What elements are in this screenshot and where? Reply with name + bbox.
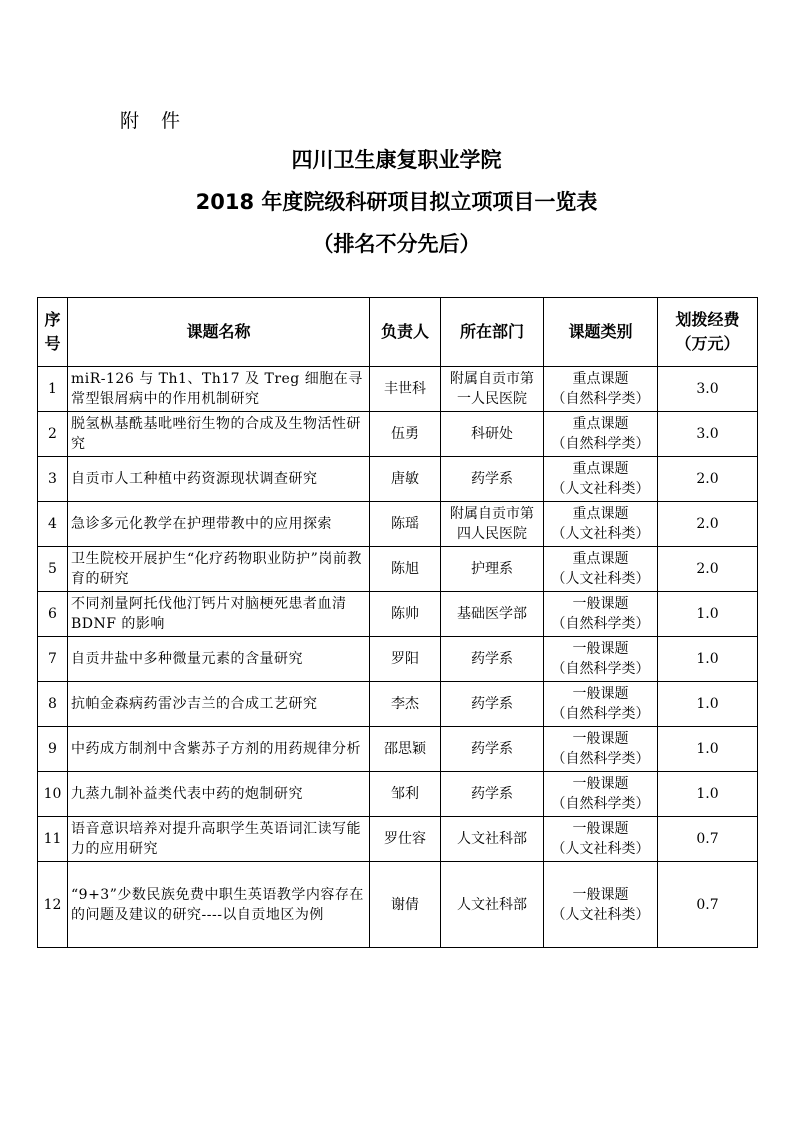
row-fund: 1.0	[658, 727, 758, 772]
row-fund: 3.0	[658, 367, 758, 412]
row-department: 药学系	[441, 457, 544, 502]
row-category-type: （人文社科类）	[551, 906, 650, 923]
row-fund: 0.7	[658, 862, 758, 948]
row-leader: 邹利	[370, 772, 441, 817]
row-number: 6	[38, 592, 68, 637]
row-category-type: （人文社科类）	[551, 526, 650, 542]
row-department: 药学系	[441, 637, 544, 682]
document-title-institution: 四川卫生康复职业学院	[291, 148, 502, 172]
row-category	[544, 772, 658, 817]
row-number: 12	[38, 862, 68, 948]
row-category	[544, 727, 658, 772]
row-project-title: 语音意识培养对提升高职学生英语词汇读写能力的应用研究	[68, 817, 370, 862]
row-department: 基础医学部	[441, 592, 544, 637]
header-number	[38, 298, 68, 367]
row-leader: 罗阳	[370, 637, 441, 682]
row-category-level: 一般课题	[572, 886, 629, 903]
row-fund: 3.0	[658, 412, 758, 457]
row-category-type: （自然科学类）	[551, 706, 650, 722]
row-category-level: 一般课题	[572, 821, 629, 837]
row-department: 护理系	[441, 547, 544, 592]
row-category-level: 重点课题	[572, 551, 629, 567]
table-row	[38, 682, 758, 727]
row-category	[544, 592, 658, 637]
row-department: 人文社科部	[441, 817, 544, 862]
row-department: 药学系	[441, 727, 544, 772]
row-category-type: （自然科学类）	[551, 751, 650, 767]
table-row	[38, 412, 758, 457]
row-project-title: 卫生院校开展护生“化疗药物职业防护”岗前教育的研究	[68, 547, 370, 592]
row-fund: 0.7	[658, 817, 758, 862]
row-category-type: （自然科学类）	[551, 796, 650, 812]
row-number: 8	[38, 682, 68, 727]
row-project-title: 脱氢枞基酰基吡唑衍生物的合成及生物活性研究	[68, 412, 370, 457]
row-category	[544, 367, 658, 412]
row-project-title: 自贡市人工种植中药资源现状调查研究	[68, 457, 370, 502]
row-leader: 陈瑶	[370, 502, 441, 547]
table-row	[38, 862, 758, 948]
row-category-level: 一般课题	[572, 596, 629, 612]
row-leader: 邵思颖	[370, 727, 441, 772]
row-category-type: （自然科学类）	[551, 391, 650, 407]
row-number: 5	[38, 547, 68, 592]
row-category-type: （自然科学类）	[551, 436, 650, 452]
row-number: 7	[38, 637, 68, 682]
row-category	[544, 457, 658, 502]
row-project-title: 抗帕金森病药雷沙吉兰的合成工艺研究	[68, 682, 370, 727]
table-row	[38, 502, 758, 547]
row-category	[544, 862, 658, 948]
header-fund-bottom: （万元）	[675, 334, 740, 353]
row-department: 药学系	[441, 682, 544, 727]
header-number-top: 序	[44, 310, 61, 329]
row-number: 10	[38, 772, 68, 817]
header-title: 课题名称	[68, 298, 370, 367]
row-leader: 丰世科	[370, 367, 441, 412]
row-category-type: （人文社科类）	[551, 481, 650, 497]
attachment-label: 附 件	[120, 110, 189, 132]
header-category: 课题类别	[544, 298, 658, 367]
row-category-level: 重点课题	[572, 506, 629, 522]
table-row	[38, 637, 758, 682]
table-row	[38, 592, 758, 637]
row-category-level: 一般课题	[572, 776, 629, 792]
row-department: 科研处	[441, 412, 544, 457]
row-fund: 2.0	[658, 457, 758, 502]
row-project-title: 不同剂量阿托伐他汀钙片对脑梗死患者血清 BDNF 的影响	[68, 592, 370, 637]
row-category	[544, 502, 658, 547]
header-fund	[658, 298, 758, 367]
row-department: 人文社科部	[441, 862, 544, 948]
row-category-type: （人文社科类）	[551, 841, 650, 857]
row-project-title: 九蒸九制补益类代表中药的炮制研究	[68, 772, 370, 817]
row-category-level: 重点课题	[572, 416, 629, 432]
row-category-type: （自然科学类）	[551, 616, 650, 632]
table-row	[38, 727, 758, 772]
row-category	[544, 817, 658, 862]
document-title-list: 2018 年度院级科研项目拟立项项目一览表	[195, 190, 598, 214]
row-leader: 唐敏	[370, 457, 441, 502]
row-project-title: miR-126 与 Th1、Th17 及 Treg 细胞在寻常型银屑病中的作用机制研究	[68, 367, 370, 412]
row-number: 1	[38, 367, 68, 412]
row-project-title: 自贡井盐中多种微量元素的含量研究	[68, 637, 370, 682]
table-row	[38, 772, 758, 817]
row-fund: 2.0	[658, 547, 758, 592]
row-leader: 李杰	[370, 682, 441, 727]
row-category	[544, 547, 658, 592]
header-fund-top: 划拨经费	[675, 310, 740, 329]
row-category	[544, 637, 658, 682]
row-leader: 陈帅	[370, 592, 441, 637]
row-leader: 伍勇	[370, 412, 441, 457]
row-department: 药学系	[441, 772, 544, 817]
row-category	[544, 412, 658, 457]
row-project-title: 中药成方制剂中含紫苏子方剂的用药规律分析	[68, 727, 370, 772]
row-category-level: 重点课题	[572, 371, 629, 387]
row-number: 11	[38, 817, 68, 862]
row-leader: 陈旭	[370, 547, 441, 592]
table-row	[38, 817, 758, 862]
table-row	[38, 367, 758, 412]
row-department: 附属自贡市第四人民医院	[441, 502, 544, 547]
header-department: 所在部门	[441, 298, 544, 367]
row-category-level: 一般课题	[572, 731, 629, 747]
table-row	[38, 457, 758, 502]
project-table	[37, 297, 758, 948]
row-number: 9	[38, 727, 68, 772]
table-header-row	[38, 298, 758, 367]
row-category	[544, 682, 658, 727]
row-fund: 1.0	[658, 682, 758, 727]
row-number: 4	[38, 502, 68, 547]
row-project-title: 急诊多元化教学在护理带教中的应用探索	[68, 502, 370, 547]
row-leader: 谢倩	[370, 862, 441, 948]
row-project-title: “9+3”少数民族免费中职生英语教学内容存在的问题及建议的研究----以自贡地区为例	[68, 862, 370, 948]
row-department: 附属自贡市第一人民医院	[441, 367, 544, 412]
row-fund: 1.0	[658, 772, 758, 817]
row-fund: 1.0	[658, 592, 758, 637]
row-category-level: 一般课题	[572, 641, 629, 657]
row-fund: 1.0	[658, 637, 758, 682]
document-title-note: （排名不分先后）	[312, 232, 481, 256]
table-row	[38, 547, 758, 592]
header-leader: 负责人	[370, 298, 441, 367]
row-leader: 罗仕容	[370, 817, 441, 862]
row-category-level: 一般课题	[572, 686, 629, 702]
header-number-bottom: 号	[44, 334, 61, 353]
row-category-level: 重点课题	[572, 461, 629, 477]
row-number: 3	[38, 457, 68, 502]
row-category-type: （自然科学类）	[551, 661, 650, 677]
row-number: 2	[38, 412, 68, 457]
row-category-type: （人文社科类）	[551, 571, 650, 587]
row-fund: 2.0	[658, 502, 758, 547]
